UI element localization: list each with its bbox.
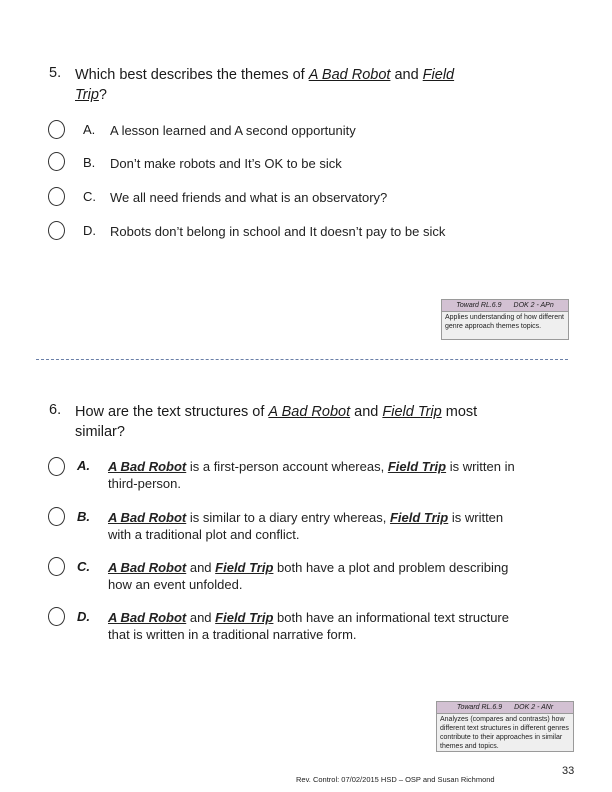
q6-standard-code: Toward RL.6.9 xyxy=(456,704,503,711)
q6-option-a-letter: A. xyxy=(77,458,90,473)
q5-radio-a[interactable] xyxy=(48,120,65,139)
q6-title-1: A Bad Robot xyxy=(268,404,351,420)
q6-d-title-2: Field Trip xyxy=(215,610,274,625)
q6-d-text-1: and xyxy=(186,610,216,625)
q6-question xyxy=(75,402,565,442)
q5-standard-dok: DOK 2 - APn xyxy=(513,302,554,309)
q5-option-b-text: Don’t make robots and It’s OK to be sick xyxy=(110,156,342,171)
q5-option-b-letter: B. xyxy=(83,155,96,170)
q5-option-a-letter: A. xyxy=(83,122,96,137)
q5-option-d-text: Robots don’t belong in school and It doesn’t pay to be sick xyxy=(110,224,446,239)
q6-standard-header xyxy=(437,702,573,714)
q6-radio-d[interactable] xyxy=(48,607,65,626)
q6-c-text-3: how an event unfolded. xyxy=(108,577,243,592)
q6-option-c-text xyxy=(108,559,558,593)
q5-standard-code: Toward RL.6.9 xyxy=(456,302,502,309)
q6-radio-b[interactable] xyxy=(48,507,65,526)
q6-option-a-text xyxy=(108,458,558,492)
q6-b-title-2: Field Trip xyxy=(389,510,449,525)
q6-c-text-1: and xyxy=(186,560,216,575)
q5-text-mid: and xyxy=(390,67,423,83)
page-number: 33 xyxy=(562,765,575,777)
section-divider xyxy=(36,359,568,360)
q5-text-pre: Which best describes the themes of xyxy=(75,67,309,83)
q6-option-d-letter: D. xyxy=(77,609,90,624)
q6-radio-c[interactable] xyxy=(48,557,65,576)
q5-title-2a: Field xyxy=(422,67,455,83)
q5-option-a-text: A lesson learned and A second opportunity xyxy=(110,123,356,138)
q5-option-c-letter: C. xyxy=(83,189,96,204)
q5-standard-description: Applies understanding of how different genre approach themes topics. xyxy=(445,314,564,330)
q5-text-post: ? xyxy=(98,87,107,103)
q5-standard-header xyxy=(442,300,568,312)
q5-standard-box xyxy=(441,299,569,340)
q6-d-title-1: A Bad Robot xyxy=(108,610,187,625)
q5-radio-b[interactable] xyxy=(48,152,65,171)
footer-revision: Rev. Control: 07/02/2015 HSD – OSP and Susan Richmond xyxy=(296,775,495,784)
q6-a-text-1: is a first-person account whereas, xyxy=(186,459,388,474)
q6-a-title-2: Field Trip xyxy=(387,459,447,474)
q6-b-title-1: A Bad Robot xyxy=(108,510,187,525)
q6-option-b-text xyxy=(108,509,558,543)
q6-radio-a[interactable] xyxy=(48,457,65,476)
q6-d-text-3: that is written in a traditional narrative form. xyxy=(108,627,357,642)
q6-text-post-2: similar? xyxy=(75,424,125,440)
q6-b-text-2: is written xyxy=(448,510,504,525)
q5-number: 5. xyxy=(49,65,62,81)
q5-radio-c[interactable] xyxy=(48,187,65,206)
q5-option-c-text: We all need friends and what is an observatory? xyxy=(110,190,388,205)
q6-text-post: most xyxy=(441,404,478,420)
q5-title-2b: Trip xyxy=(75,87,99,103)
q5-option-d-letter: D. xyxy=(83,223,96,238)
q6-b-text-1: is similar to a diary entry whereas, xyxy=(186,510,390,525)
q6-b-text-3: with a traditional plot and conflict. xyxy=(108,527,300,542)
q5-radio-d[interactable] xyxy=(48,221,65,240)
q6-title-2: Field Trip xyxy=(382,404,442,420)
q6-standard-dok: DOK 2 - ANr xyxy=(514,704,554,711)
q6-a-text-2: is written in xyxy=(446,459,515,474)
q5-question xyxy=(75,65,545,105)
q6-number: 6. xyxy=(49,402,62,418)
q6-option-d-text xyxy=(108,609,558,643)
q6-c-text-2: both have a plot and problem describing xyxy=(273,560,509,575)
q5-title-1: A Bad Robot xyxy=(308,67,391,83)
q6-text-mid: and xyxy=(350,404,383,420)
q6-option-c-letter: C. xyxy=(77,559,90,574)
q6-option-b-letter: B. xyxy=(77,509,90,524)
q6-text-pre: How are the text structures of xyxy=(75,404,269,420)
q6-a-title-1: A Bad Robot xyxy=(108,459,187,474)
q6-standard-description: Analyzes (compares and contrasts) how different text structures in different genres contribute to their approaches in similar themes and topics. xyxy=(440,716,569,750)
q6-c-title-2: Field Trip xyxy=(215,560,274,575)
q6-standard-box xyxy=(436,701,574,752)
q6-a-text-3: third-person. xyxy=(108,476,181,491)
q6-d-text-2: both have an informational text structure xyxy=(273,610,509,625)
q6-c-title-1: A Bad Robot xyxy=(108,560,187,575)
